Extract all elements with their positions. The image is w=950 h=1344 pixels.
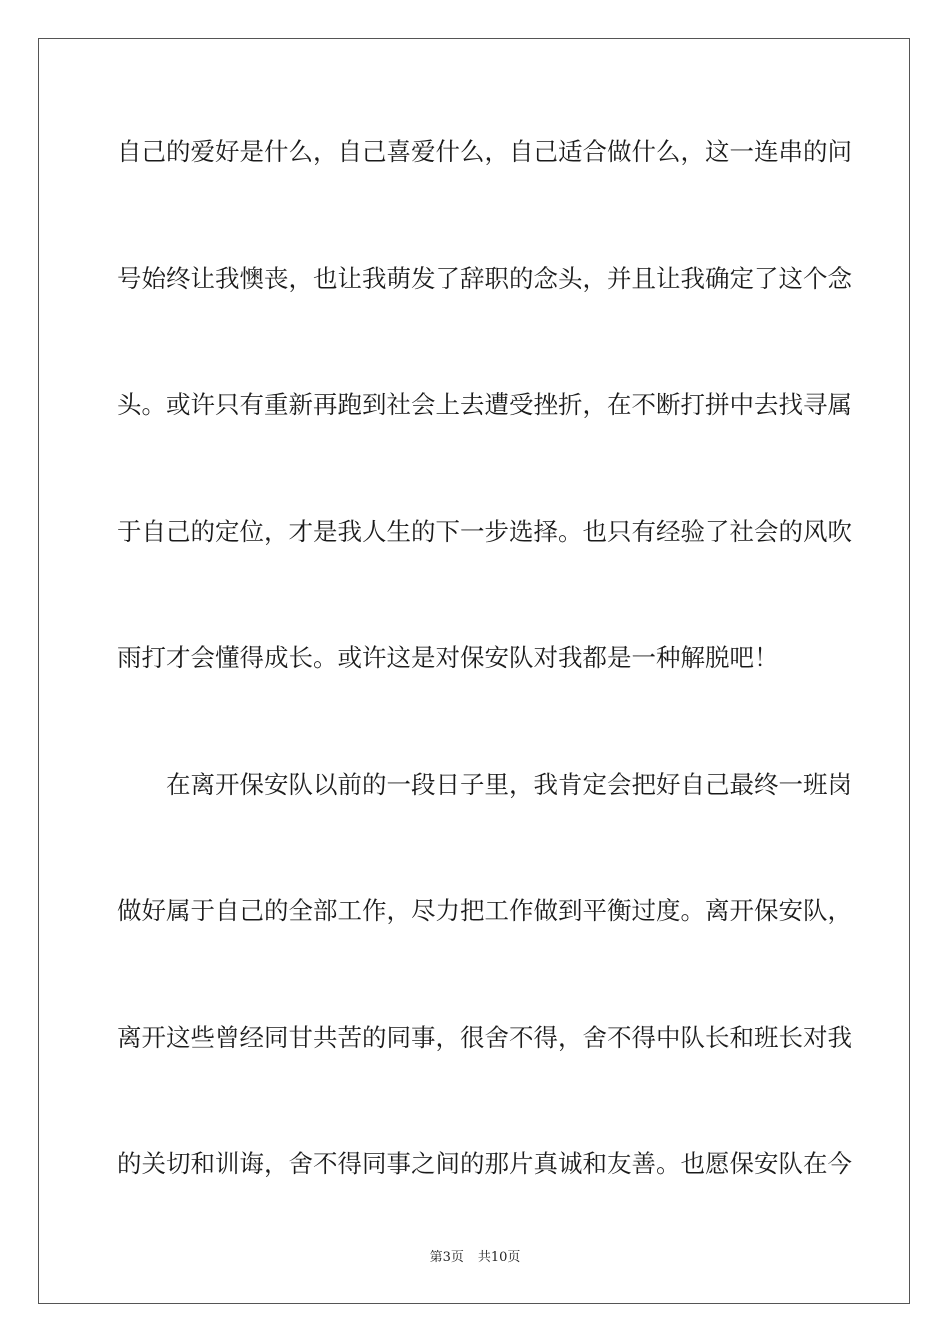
page-number: 第3页 (429, 1250, 464, 1265)
text-line: 的关切和训诲，舍不得同事之间的那片真诚和友善。也愿保安队在今 (117, 1149, 852, 1178)
paragraph-first-line: 在离开保安队以前的一段日子里，我肯定会把好自己最终一班岗 (166, 769, 852, 799)
text-line: 头。或许只有重新再跑到社会上去遭受挫折，在不断打拼中去找寻属 (117, 390, 852, 419)
text-line: 离开这些曾经同甘共苦的同事，很舍不得，舍不得中队长和班长对我 (117, 1022, 852, 1052)
text-line: 自己的爱好是什么，自己喜爱什么，自己适合做什么，这一连串的问 (117, 137, 852, 166)
document-body (117, 124, 852, 1263)
page-total: 共10页 (477, 1250, 521, 1265)
text-line: 雨打才会懂得成长。或许这是对保安队对我都是一种解脱吧！ (117, 643, 779, 672)
text-line: 做好属于自己的全部工作，尽力把工作做到平衡过度。离开保安队， (117, 896, 852, 925)
page-footer (0, 1246, 950, 1265)
text-line: 号始终让我懊丧，也让我萌发了辞职的念头，并且让我确定了这个念 (117, 263, 852, 293)
text-line: 于自己的定位，才是我人生的下一步选择。也只有经验了社会的风吹 (117, 516, 852, 546)
